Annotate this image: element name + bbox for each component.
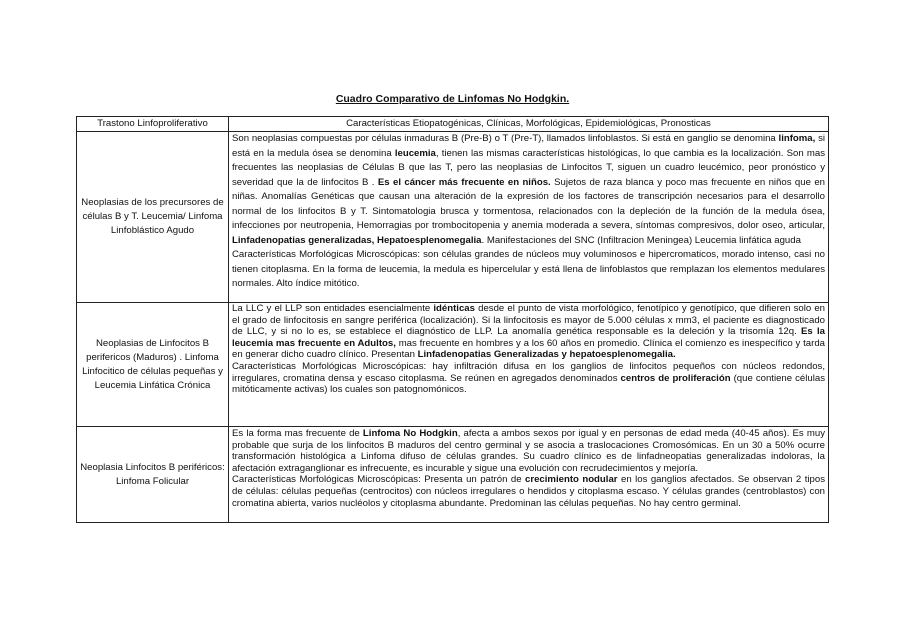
morphology-paragraph: Características Morfológicas Microscópicas: Presenta un patrón de crecimiento nodular en los ganglios afectados. Se observan 2 tipos de células: células pequeñas (centrocitos) con núcleos irregulares o hendidos y citoplasma escaso. Y células grandes (centroblastos) con cromatina abierta, varios nucléolos y citoplasma abundante. Predominan las células pequeñas. No hay centro germinal. — [232, 474, 825, 509]
clinical-paragraph: Es la forma mas frecuente de Linfoma No Hodgkin, afecta a ambos sexos por igual y en personas de edad meda (40-45 años). Es muy probable que surja de los linfocitos B maduros del centro germinal y se asocia a traslocaciones Cromosómicas. En un 30 a 50% ocurre transformación histológica a Linfoma difuso de células grandes. Su cuadro clínico es de linfadneopatias generalizadas indoloras, la afectación extraganglionar es infrecuente, es incurable y sigue una evolución con recrudecimientos y mejoría. — [232, 428, 825, 474]
table-row — [77, 427, 829, 523]
header-characteristics: Características Etiopatogénicas, Clínicas, Morfológicas, Epidemiológicas, Pronosticas — [229, 117, 829, 132]
table-row — [77, 132, 829, 303]
row-characteristics — [229, 427, 829, 523]
row-disorder-name: Neoplasia Linfocitos B periféricos: Linfoma Folicular — [77, 427, 229, 523]
morphology-paragraph: Características Morfológicas Microscópicas: hay infiltración difusa en los ganglios de linfocitos pequeños con núcleos redondos, irregulares, cromatina densa y escaso citoplasma. Se reúnen en agregados denominados centros de proliferación (que contiene células mitóticamente activas) los cuales son patognomónicos. — [232, 360, 825, 396]
clinical-paragraph: La LLC y el LLP son entidades esencialmente idénticas desde el punto de vista morfológico, fenotípico y genotípico, que difieren solo en el grado de linfocitosis en sangre periférica (localización). Si la linfocitosis es mayor de 5.000 células x mm3, el paciente es diagnosticado de LLC, y si no lo es, se establece el diagnóstico de LLP. La anomalía genética responsable es la deleción y la trisomía 12q. Es la leucemia mas frecuente en Adultos, mas frecuente en hombres y a los 60 años en promedio. Clínica el comienzo es inespecífico y tarda en generar dicho cuadro clínico. Presentan Linfadenopatias Generalizadas y hepatoesplenomegalia. — [232, 303, 826, 361]
row-disorder-name: Neoplasias de los precursores de células B y T. Leucemia/ Linfoma Linfoblástico Agudo — [77, 132, 229, 303]
clinical-paragraph: Son neoplasias compuestas por células inmaduras B (Pre-B) o T (Pre-T), llamados linfoblastos. Si está en ganglio se denomina linfoma, si está en la medula ósea se denomina leucemia, tienen las mismas características histológicas, lo que cambia es la localización. Son mas frecuentes las neoplasias de Células B que las T, pero las neoplasias de Linfocitos T, siguen un cuadro leucémico, peor pronóstico y severidad que la de linfocitos B . Es el cáncer más frecuente en niños. Sujetos de raza blanca y poco mas frecuente en niños que en niñas. Anomalías Genéticas que causan una alteración de la expresión de los factores de transcripción necesarios para el desarrollo normal de los linfocitos B y T. Sintomatologia brusca y tormentosa, relacionados con la depleción de la función de la medula ósea, infecciones por neutropenia, Hemorragias por trombocitopenia y anemia moderada a severa, síntomas compresivos, dolor oseo, articular, Linfadenopatias generalizadas, Hepatoesplenomegalia. Manifestaciones del SNC (Infiltracion Meningea) Leucemia linfática aguda — [232, 133, 826, 246]
table-row — [77, 303, 829, 427]
row-characteristics — [229, 303, 829, 427]
document-title: Cuadro Comparativo de Linfomas No Hodgkin. — [335, 93, 570, 105]
row-disorder-name: Neoplasias de Linfocitos B perifericos (Maduros) . Linfoma Linfocitico de células pequeñas y Leucemia Linfática Crónica — [77, 303, 229, 427]
morphology-paragraph: Características Morfológicas Microscópicas: son células grandes de núcleos muy voluminosos e hipercromaticos, morado intenso, casi no tienen citoplasma. En la forma de leucemia, la medula es hipercelular y está llena de linfoblastos que remplazan los elementos medulares normales. Alto índice mitótico. — [232, 249, 825, 289]
header-disorder: Trastono Linfoproliferativo — [77, 117, 229, 132]
row-characteristics — [229, 132, 829, 303]
table-header-row — [77, 117, 829, 132]
comparison-table — [76, 116, 829, 523]
